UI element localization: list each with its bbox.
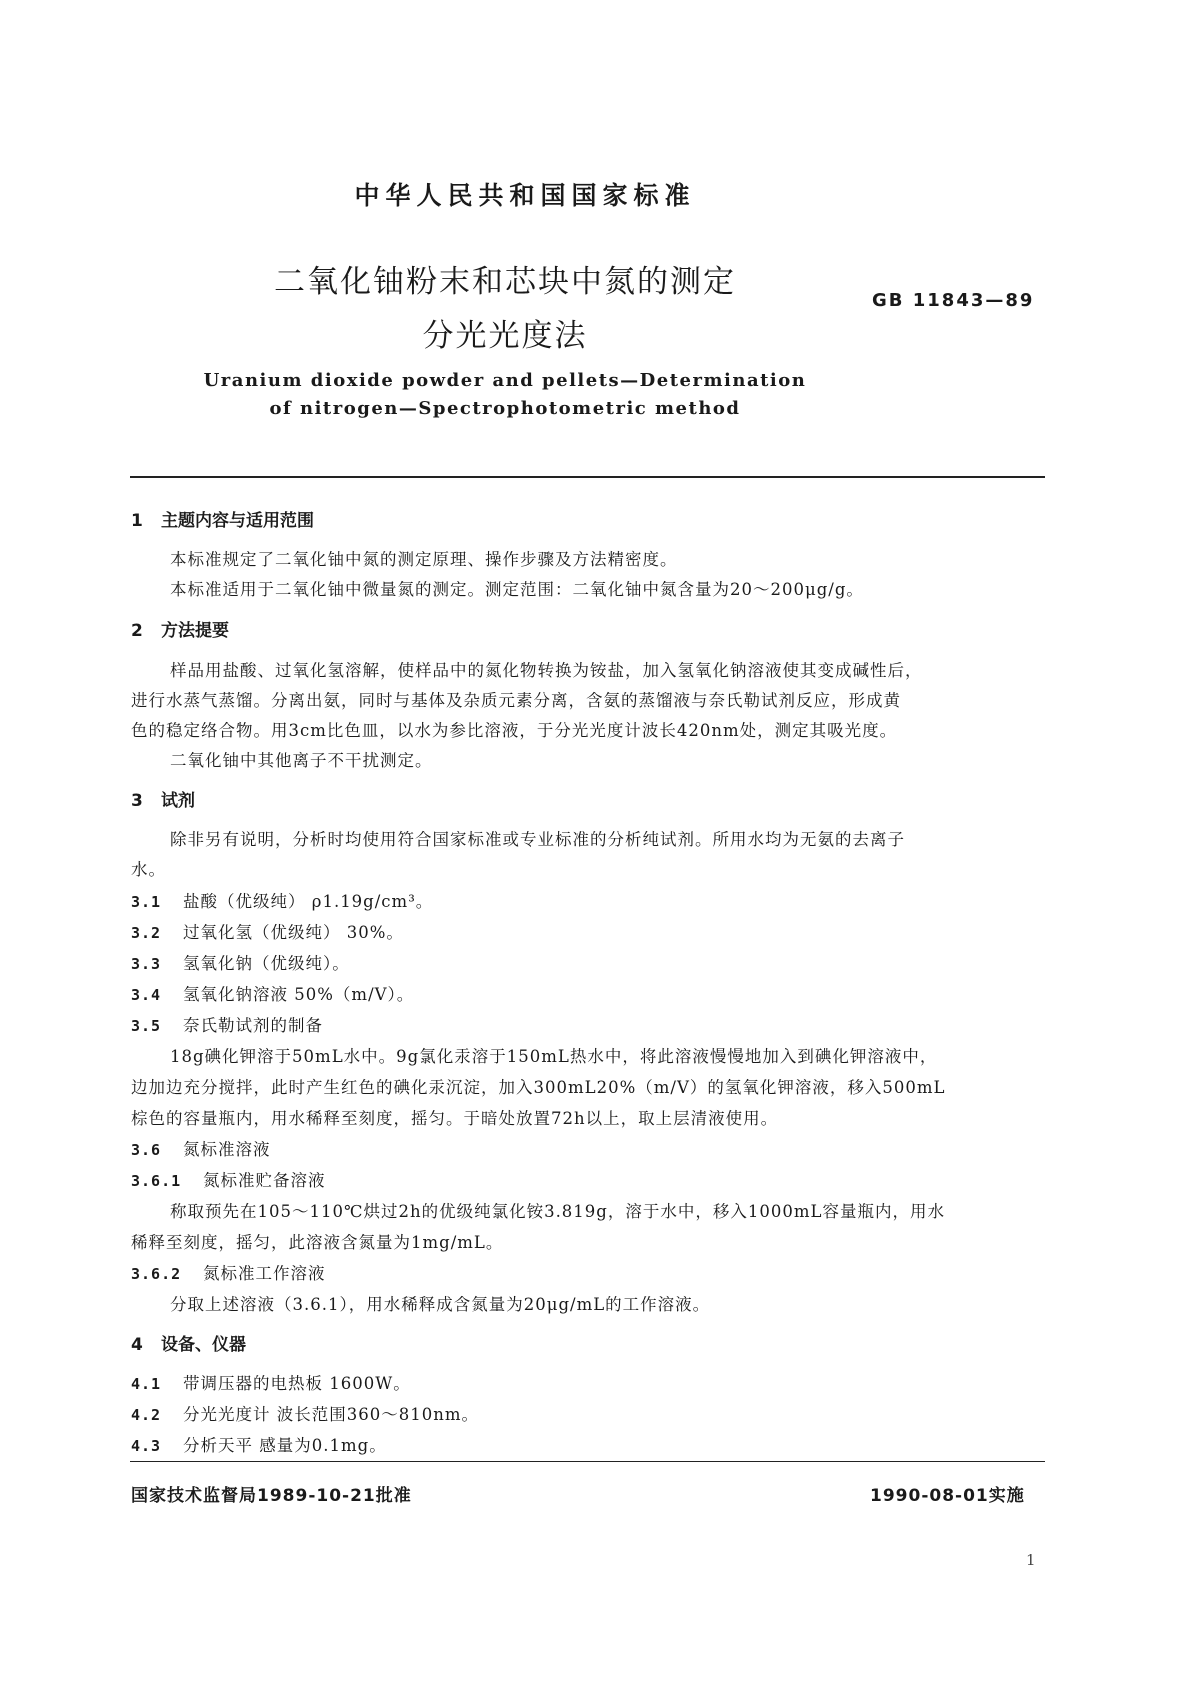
item-3-6-1 bbox=[131, 1167, 326, 1191]
paragraph: 二氧化铀中其他离子不干扰测定。 bbox=[170, 751, 433, 770]
item-text: 氮标准贮备溶液 bbox=[203, 1171, 326, 1190]
item-text: 分析天平 感量为0.1mg。 bbox=[183, 1436, 387, 1455]
paragraph-line: 边加边充分搅拌，此时产生红色的碘化汞沉淀，加入300mL20%（m/V）的氢氧化钾溶液，移入500mL bbox=[131, 1078, 946, 1097]
paragraph-line: 稀释至刻度，摇匀，此溶液含氮量为1mg/mL。 bbox=[131, 1233, 504, 1252]
paragraph: 本标准规定了二氧化铀中氮的测定原理、操作步骤及方法精密度。 bbox=[170, 550, 678, 569]
standard-code: GB 11843—89 bbox=[872, 290, 1035, 311]
item-4-3 bbox=[131, 1432, 387, 1456]
item-3-6-2 bbox=[131, 1260, 326, 1284]
section-title: 主题内容与适用范围 bbox=[161, 511, 314, 531]
english-title-line-2: of nitrogen—Spectrophotometric method bbox=[269, 398, 741, 419]
item-3-5 bbox=[131, 1012, 323, 1036]
section-3-heading bbox=[131, 786, 195, 811]
paragraph-line: 除非另有说明，分析时均使用符合国家标准或专业标准的分析纯试剂。所用水均为无氨的去离子 bbox=[170, 830, 905, 849]
approval-date: 国家技术监督局1989-10-21批准 bbox=[131, 1486, 412, 1506]
section-2-heading bbox=[131, 616, 229, 641]
item-4-2 bbox=[131, 1401, 479, 1425]
top-divider bbox=[130, 476, 1045, 478]
item-text: 盐酸（优级纯） ρ1.19g/cm³。 bbox=[183, 892, 434, 911]
section-number: 2 bbox=[131, 621, 143, 641]
item-number: 4.1 bbox=[131, 1375, 162, 1393]
section-number: 3 bbox=[131, 791, 143, 811]
item-number: 3.4 bbox=[131, 986, 162, 1004]
page-number: 1 bbox=[1026, 1551, 1036, 1569]
paragraph-line: 进行水蒸气蒸馏。分离出氨，同时与基体及杂质元素分离，含氨的蒸馏液与奈氏勒试剂反应，形成黄 bbox=[131, 691, 901, 710]
item-text: 氮标准溶液 bbox=[183, 1140, 271, 1159]
item-number: 4.2 bbox=[131, 1406, 162, 1424]
section-number: 4 bbox=[131, 1335, 143, 1355]
item-text: 氢氧化钠溶液 50%（m/V）。 bbox=[183, 985, 415, 1004]
item-text: 氢氧化钠（优级纯）。 bbox=[183, 954, 350, 973]
section-4-heading bbox=[131, 1330, 246, 1355]
item-3-6 bbox=[131, 1136, 271, 1160]
bottom-divider bbox=[130, 1461, 1045, 1462]
paragraph-line: 称取预先在105～110℃烘过2h的优级纯氯化铵3.819g，溶于水中，移入1000mL容量瓶内，用水 bbox=[170, 1202, 945, 1221]
paragraph-line: 色的稳定络合物。用3cm比色皿，以水为参比溶液，于分光光度计波长420nm处，测定其吸光度。 bbox=[131, 721, 898, 740]
item-text: 过氧化氢（优级纯） 30%。 bbox=[183, 923, 404, 942]
item-text: 氮标准工作溶液 bbox=[203, 1264, 326, 1283]
section-title: 设备、仪器 bbox=[161, 1335, 246, 1355]
english-title-line-1: Uranium dioxide powder and pellets—Determination bbox=[203, 370, 807, 391]
paragraph-line: 水。 bbox=[131, 860, 166, 879]
section-1-heading bbox=[131, 506, 314, 531]
section-title: 方法提要 bbox=[161, 621, 229, 641]
chinese-title-line-2: 分光光度法 bbox=[422, 318, 588, 354]
item-number: 3.3 bbox=[131, 955, 162, 973]
item-3-1 bbox=[131, 888, 433, 912]
effective-date: 1990-08-01实施 bbox=[870, 1486, 1025, 1506]
item-3-3 bbox=[131, 950, 350, 974]
item-3-4 bbox=[131, 981, 414, 1005]
item-number: 3.6.2 bbox=[131, 1265, 182, 1283]
item-number: 3.5 bbox=[131, 1017, 162, 1035]
item-number: 3.2 bbox=[131, 924, 162, 942]
item-number: 3.1 bbox=[131, 893, 162, 911]
item-text: 奈氏勒试剂的制备 bbox=[183, 1016, 323, 1035]
paragraph-line: 分取上述溶液（3.6.1），用水稀释成含氮量为20μg/mL的工作溶液。 bbox=[170, 1295, 711, 1314]
item-4-1 bbox=[131, 1370, 411, 1394]
item-3-2 bbox=[131, 919, 404, 943]
item-number: 3.6 bbox=[131, 1141, 162, 1159]
paragraph-line: 样品用盐酸、过氧化氢溶解，使样品中的氮化物转换为铵盐，加入氢氧化钠溶液使其变成碱性后， bbox=[170, 661, 923, 680]
section-number: 1 bbox=[131, 511, 143, 531]
item-text: 分光光度计 波长范围360～810nm。 bbox=[183, 1405, 480, 1424]
item-number: 3.6.1 bbox=[131, 1172, 182, 1190]
section-title: 试剂 bbox=[161, 791, 195, 811]
item-text: 带调压器的电热板 1600W。 bbox=[183, 1374, 411, 1393]
standard-header: 中华人民共和国国家标准 bbox=[354, 181, 696, 210]
paragraph: 本标准适用于二氧化铀中微量氮的测定。测定范围：二氧化铀中氮含量为20～200μg/g。 bbox=[170, 580, 864, 599]
item-number: 4.3 bbox=[131, 1437, 162, 1455]
paragraph-line: 18g碘化钾溶于50mL水中。9g氯化汞溶于150mL热水中，将此溶液慢慢地加入到碘化钾溶液中， bbox=[170, 1047, 938, 1066]
chinese-title-line-1: 二氧化铀粉末和芯块中氮的测定 bbox=[274, 264, 736, 300]
paragraph-line: 棕色的容量瓶内，用水稀释至刻度，摇匀。于暗处放置72h以上，取上层清液使用。 bbox=[131, 1109, 779, 1128]
